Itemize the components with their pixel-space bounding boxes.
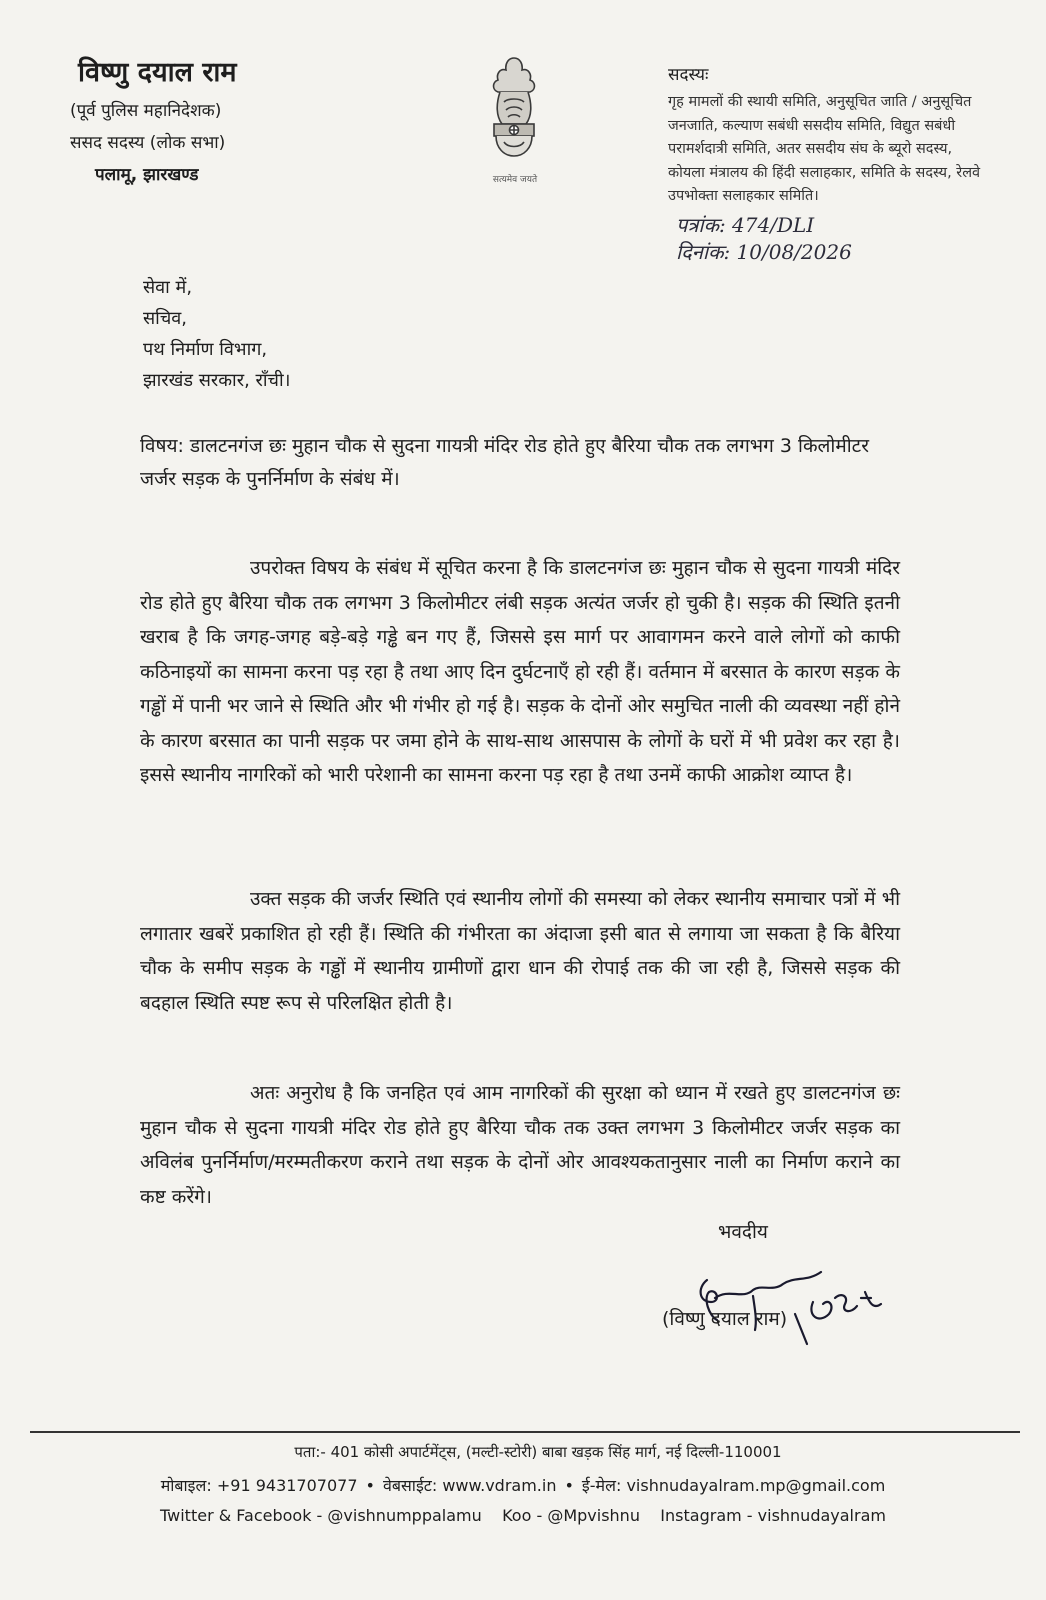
membership-text: गृह मामलों की स्थायी समिति, अनुसूचित जाति / अनुसूचित जनजाति, कल्याण सबंधी ससदीय समिति, विद्युत सबंधी परामर्शदात्री समिति, अतर ससदीय संघ के ब्यूरो सदस्य, कोयला मंत्रालय की हिंदी सलाहकार, समिति के सदस्य, रेलवे उपभोक्ता सलाहकार समिति।	[668, 94, 981, 204]
footer	[0, 1440, 1046, 1525]
footer-website[interactable]: वेबसाईट: www.vdram.in	[382, 1476, 557, 1495]
addressee-line: पथ निर्माण विभाग,	[143, 339, 268, 360]
sender-position: ससद सदस्य (लोक सभा)	[70, 133, 226, 153]
sender-name: विष्णु दयाल राम	[78, 57, 237, 88]
addressee-line: सचिव,	[143, 308, 187, 329]
subject-line: विषय: डालटनगंज छः मुहान चौक से सुदना गायत्री मंदिर रोड होते हुए बैरिया चौक तक लगभग 3 किलोमीटर जर्जर सड़क के पुनर्निर्माण के संबंध में।	[140, 435, 869, 490]
footer-divider	[30, 1431, 1020, 1433]
footer-mobile: मोबाइल: +91 9431707077	[160, 1476, 358, 1495]
sender-header	[70, 52, 370, 185]
membership-block	[668, 62, 988, 265]
membership-label: सदस्यः	[668, 65, 709, 85]
paragraph-text: उपरोक्त विषय के संबंध में सूचित करना है कि डालटनगंज छः मुहान चौक से सुदना गायत्री मंदिर रोड होते हुए बैरिया चौक तक लगभग 3 किलोमीटर लंबी सड़क अत्यंत जर्जर हो चुकी है। सड़क की स्थिति इतनी खराब है कि जगह-जगह बड़े-बड़े गड्ढे बन गए हैं, जिससे इस मार्ग पर आवागमन करने वाले लोगों को काफी कठिनाइयों का सामना करना पड़ रहा है तथा आए दिन दुर्घटनाएँ हो रही हैं। वर्तमान में बरसात के कारण सड़क के गड्ढों में पानी भर जाने से स्थिति और भी गंभीर हो गई है। सड़क के दोनों ओर समुचित नाली की व्यवस्था नहीं होने के कारण बरसात का पानी सड़क पर जमा होने के साथ-साथ आसपास के लोगों के घरों में भी प्रवेश कर रहा है। इससे स्थानीय नागरिकों को भारी परेशानी का सामना करना पड़ रहा है तथा उनमें काफी आक्रोश व्याप्त है।	[140, 557, 900, 786]
signatory-name: (विष्णु दयाल राम)	[662, 1308, 788, 1330]
closing-salutation: भवदीय	[718, 1221, 768, 1243]
paragraph-text: अतः अनुरोध है कि जनहित एवं आम नागरिकों की सुरक्षा को ध्यान में रखते हुए डालटनगंज छः मुहान चौक से सुदना गायत्री मंदिर रोड होते हुए बैरिया चौक तक उक्त लगभग 3 किलोमीटर जर्जर सड़क का अविलंब पुनर्निर्माण/मरम्मतीकरण कराने तथा सड़क के दोनों ओर आवश्यकतानुसार नाली का निर्माण कराने का कष्ट करेंगे।	[140, 1082, 900, 1208]
national-emblem-icon	[478, 52, 550, 187]
letter-number: पत्रांक: 474/DLI	[676, 212, 815, 237]
addressee-line: सेवा में,	[143, 277, 193, 298]
paragraph-text: उक्त सड़क की जर्जर स्थिति एवं स्थानीय लोगों की समस्या को लेकर स्थानीय समाचार पत्रों में भी लगातार खबरें प्रकाशित हो रही हैं। स्थिति की गंभीरता का अंदाजा इसी बात से लगाया जा सकता है कि बैरिया चौक के समीप सड़क के गड्ढों में स्थानीय ग्रामीणों द्वारा धान की रोपाई तक की जा रही है, जिससे सड़क की बदहाल स्थिति स्पष्ट रूप से परिलक्षित होती है।	[140, 888, 900, 1014]
body-paragraph	[140, 1076, 900, 1214]
footer-email[interactable]: ई-मेल: vishnudayalram.mp@gmail.com	[581, 1476, 886, 1495]
letter-date: दिनांक: 10/08/2026	[676, 239, 852, 264]
body-paragraph	[140, 551, 900, 793]
emblem-motto: सत्यमेव जयते	[492, 175, 538, 185]
body-paragraph	[140, 882, 900, 1020]
sender-designation: (पूर्व पुलिस महानिदेशक)	[70, 101, 222, 121]
footer-contact: मोबाइल: +91 9431707077 • वेबसाईट: www.vdram.in • ई-मेल: vishnudayalram.mp@gmail.com	[160, 1476, 886, 1495]
addressee-line: झारखंड सरकार, राँची।	[143, 370, 291, 391]
footer-address: पता:- 401 कोसी अपार्टमेंट्स, (मल्टी-स्टोरी) बाबा खड़क सिंह मार्ग, नई दिल्ली-110001	[294, 1443, 782, 1461]
sender-constituency: पलामू, झारखण्ड	[95, 165, 199, 185]
footer-social: Twitter & Facebook - @vishnumppalamu Koo - @Mpvishnu Instagram - vishnudayalram	[160, 1506, 886, 1525]
addressee-block	[143, 272, 543, 396]
